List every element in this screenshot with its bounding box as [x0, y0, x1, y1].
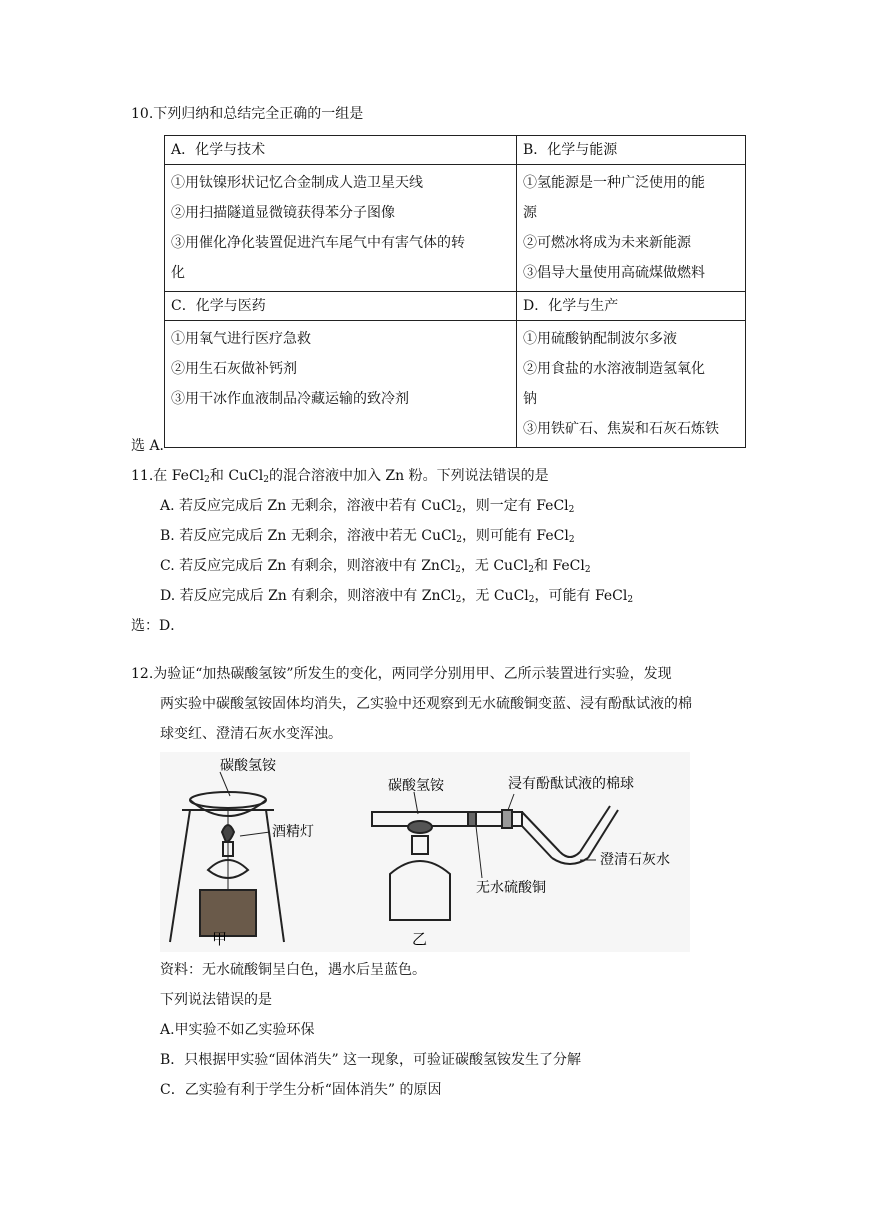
question-12-stem-line1: 12.为验证“加热碳酸氢铵”所发生的变化，两同学分别用甲、乙所示装置进行实验，发现 — [131, 666, 672, 682]
option-d-content — [517, 321, 746, 448]
option-b-heading: B．化学与能源 — [517, 136, 746, 165]
option-b-item: ②可燃冰将成为未来新能源 — [523, 235, 691, 251]
option-a-heading: A．化学与技术 — [165, 136, 517, 165]
option-b-item: ③倡导大量使用高硫煤做燃料 — [523, 265, 705, 281]
option-b-item: 源 — [523, 205, 537, 221]
option-d-heading: D．化学与生产 — [517, 292, 746, 321]
jia-lamp-label: 酒精灯 — [272, 824, 314, 840]
option-text: ，无 CuCl — [461, 588, 529, 604]
option-a-content — [165, 165, 517, 292]
subscript: 2 — [528, 565, 534, 575]
option-a-item: 化 — [171, 265, 185, 281]
option-a-item: ①用钛镍形状记忆合金制成人造卫星天线 — [171, 175, 423, 191]
jia-reagent-label: 碳酸氢铵 — [220, 758, 276, 774]
yi-label: 乙 — [412, 930, 428, 948]
subscript: 2 — [204, 475, 210, 485]
option-text: D. 若反应完成后 Zn 有剩余，则溶液中有 ZnCl — [160, 588, 456, 604]
reference-note: 资料：无水硫酸铜呈白色，遇水后呈蓝色。 — [160, 962, 426, 978]
wooden-block — [200, 890, 256, 936]
question-11-option-d — [160, 586, 633, 610]
reagent-heap — [408, 821, 432, 833]
experiment-apparatus-figure — [160, 752, 690, 952]
subscript: 2 — [568, 535, 575, 545]
question-11-option-a — [160, 496, 574, 520]
option-text: ，则一定有 FeCl — [461, 498, 569, 514]
question-11-stem — [131, 466, 549, 490]
option-text: ，可能有 FeCl — [534, 588, 628, 604]
q11-stem-text: 11.在 FeCl — [131, 468, 205, 484]
q11-stem-text: 和 CuCl — [209, 468, 264, 484]
q11-stem-text: 的混合溶液中加入 Zn 粉。下列说法错误的是 — [268, 468, 549, 484]
jia-label: 甲 — [212, 930, 228, 948]
option-d-item: ①用硫酸钠配制波尔多液 — [523, 331, 677, 347]
question-12-prompt: 下列说法错误的是 — [160, 992, 272, 1008]
option-d-item: ③用铁矿石、焦炭和石灰石炼铁 — [523, 421, 719, 437]
subscript: 2 — [584, 565, 591, 575]
option-c-content — [165, 321, 517, 448]
option-text: ，则可能有 FeCl — [461, 528, 569, 544]
cuso4-powder — [468, 812, 476, 826]
question-11-option-c — [160, 556, 591, 580]
yi-cuso4-label: 无水硫酸铜 — [476, 880, 546, 896]
option-c-item: ③用干冰作血液制品冷藏运输的致冷剂 — [171, 391, 409, 407]
question-12-stem-line2: 两实验中碳酸氢铵固体均消失，乙实验中还观察到无水硫酸铜变蓝、浸有酚酞试液的棉 — [160, 696, 692, 712]
question-10-answer: 选 A． — [131, 438, 174, 454]
cotton-ball — [502, 810, 512, 828]
subscript: 2 — [455, 565, 461, 575]
option-text: B. 若反应完成后 Zn 无剩余，溶液中若无 CuCl — [160, 528, 457, 544]
subscript: 2 — [456, 535, 462, 545]
option-text: 和 FeCl — [534, 558, 585, 574]
option-text: ，无 CuCl — [460, 558, 529, 574]
yi-limewater-label: 澄清石灰水 — [600, 852, 670, 868]
yi-reagent-label: 碳酸氢铵 — [388, 778, 444, 794]
question-12-option-c: C．乙实验有利于学生分析“固体消失” 的原因 — [160, 1082, 442, 1098]
option-c-item: ②用生石灰做补钙剂 — [171, 361, 297, 377]
question-10-stem: 10.下列归纳和总结完全正确的一组是 — [131, 106, 364, 122]
option-c-item: ①用氧气进行医疗急救 — [171, 331, 311, 347]
option-b-content — [517, 165, 746, 292]
q10-options-table — [164, 135, 746, 448]
question-12-option-a: A.甲实验不如乙实验环保 — [160, 1022, 315, 1038]
subscript: 2 — [528, 595, 535, 605]
option-text: C. 若反应完成后 Zn 有剩余，则溶液中有 ZnCl — [160, 558, 456, 574]
yi-cotton-label: 浸有酚酞试液的棉球 — [508, 776, 634, 792]
subscript: 2 — [456, 505, 462, 515]
option-text: A. 若反应完成后 Zn 无剩余，溶液中若有 CuCl — [160, 498, 457, 514]
subscript: 2 — [568, 505, 575, 515]
option-a-item: ③用催化净化装置促进汽车尾气中有害气体的转 — [171, 235, 465, 251]
question-11-option-b — [160, 526, 575, 550]
option-a-item: ②用扫描隧道显微镜获得苯分子图像 — [171, 205, 395, 221]
subscript: 2 — [263, 475, 269, 485]
option-d-item: 钠 — [523, 391, 537, 407]
question-11-answer: 选：D． — [131, 618, 185, 634]
subscript: 2 — [455, 595, 462, 605]
option-b-item: ①氢能源是一种广泛使用的能 — [523, 175, 705, 191]
question-12-option-b: B．只根据甲实验“固体消失” 这一现象，可验证碳酸氢铵发生了分解 — [160, 1052, 582, 1068]
subscript: 2 — [627, 595, 634, 605]
option-d-item: ②用食盐的水溶液制造氢氧化 — [523, 361, 705, 377]
question-12-stem-line3: 球变红、澄清石灰水变浑浊。 — [160, 726, 342, 742]
option-c-heading: C．化学与医药 — [165, 292, 517, 321]
